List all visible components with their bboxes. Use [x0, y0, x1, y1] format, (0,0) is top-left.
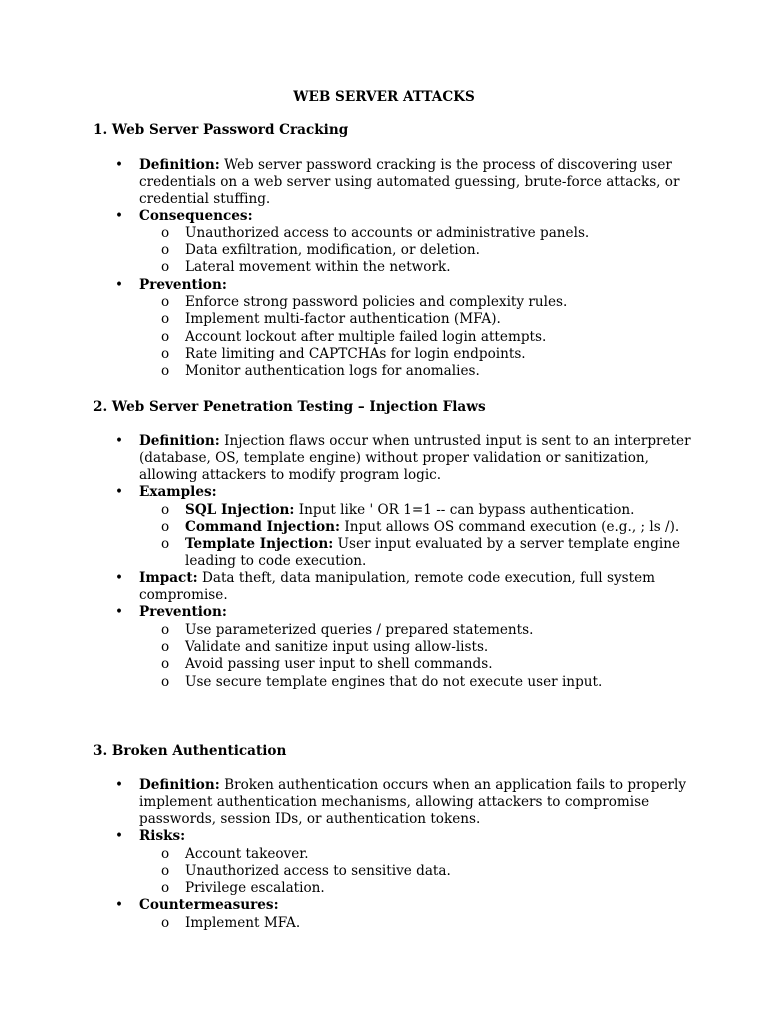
sub-bullet-icon: o	[161, 536, 170, 552]
bullet-icon: •	[115, 277, 124, 293]
list-item: Enforce strong password policies and complexity rules.	[185, 294, 568, 310]
definition-line: Definition: Injection flaws occur when untrusted input is sent to an interpreter	[139, 433, 691, 449]
sub-bullet-icon: o	[161, 846, 170, 862]
list-label: Countermeasures:	[139, 897, 279, 913]
impact-line: Impact: Data theft, data manipulation, remote code execution, full system	[139, 570, 656, 586]
sub-bullet-icon: o	[161, 622, 170, 638]
sub-bullet-icon: o	[161, 656, 170, 672]
list-item: Implement multi-factor authentication (MFA).	[185, 311, 501, 327]
list-item: Use parameterized queries / prepared statements.	[185, 622, 534, 638]
bullet-icon: •	[115, 604, 124, 620]
list-item: Privilege escalation.	[185, 880, 325, 896]
list-label: Examples:	[139, 484, 217, 500]
list-item: Implement MFA.	[185, 915, 301, 931]
list-item: Account takeover.	[185, 846, 309, 862]
list-item: SQL Injection: Input like ' OR 1=1 -- can bypass authentication.	[185, 502, 635, 518]
definition-line: credential stuffing.	[139, 191, 271, 207]
list-label: Prevention:	[139, 277, 227, 293]
bullet-icon: •	[115, 157, 124, 173]
list-item: Unauthorized access to sensitive data.	[185, 863, 451, 879]
sub-bullet-icon: o	[161, 294, 170, 310]
list-item: Rate limiting and CAPTCHAs for login endpoints.	[185, 346, 526, 362]
definition-line: allowing attackers to modify program logic.	[139, 467, 442, 483]
sub-bullet-icon: o	[161, 311, 170, 327]
section-heading: 3. Broken Authentication	[93, 743, 287, 759]
sub-bullet-icon: o	[161, 242, 170, 258]
list-item: Lateral movement within the network.	[185, 259, 451, 275]
impact-line: compromise.	[139, 587, 228, 603]
sub-bullet-icon: o	[161, 502, 170, 518]
definition-line: Definition: Broken authentication occurs when an application fails to properly	[139, 777, 687, 793]
bullet-icon: •	[115, 897, 124, 913]
definition-line: credentials on a web server using automated guessing, brute-force attacks, or	[139, 174, 680, 190]
list-item: Account lockout after multiple failed login attempts.	[185, 329, 547, 345]
section-heading: 2. Web Server Penetration Testing – Injection Flaws	[93, 399, 486, 415]
sub-bullet-icon: o	[161, 346, 170, 362]
list-item: Command Injection: Input allows OS command execution (e.g., ; ls /).	[185, 519, 680, 535]
list-label: Prevention:	[139, 604, 227, 620]
sub-bullet-icon: o	[161, 329, 170, 345]
bullet-icon: •	[115, 208, 124, 224]
definition-line: (database, OS, template engine) without proper validation or sanitization,	[139, 450, 649, 466]
definition-line: implement authentication mechanisms, allowing attackers to compromise	[139, 794, 650, 810]
list-item: Monitor authentication logs for anomalies.	[185, 363, 480, 379]
sub-bullet-icon: o	[161, 259, 170, 275]
bullet-icon: •	[115, 828, 124, 844]
bullet-icon: •	[115, 777, 124, 793]
list-item-continuation: leading to code execution.	[185, 553, 367, 569]
list-label: Consequences:	[139, 208, 253, 224]
sub-bullet-icon: o	[161, 639, 170, 655]
sub-bullet-icon: o	[161, 915, 170, 931]
sub-bullet-icon: o	[161, 225, 170, 241]
list-item: Validate and sanitize input using allow-lists.	[185, 639, 489, 655]
page-title: WEB SERVER ATTACKS	[293, 89, 475, 105]
list-item: Template Injection: User input evaluated by a server template engine	[185, 536, 680, 552]
sub-bullet-icon: o	[161, 880, 170, 896]
sub-bullet-icon: o	[161, 519, 170, 535]
list-item: Unauthorized access to accounts or administrative panels.	[185, 225, 590, 241]
bullet-icon: •	[115, 433, 124, 449]
bullet-icon: •	[115, 570, 124, 586]
sub-bullet-icon: o	[161, 863, 170, 879]
bullet-icon: •	[115, 484, 124, 500]
definition-line: Definition: Web server password cracking is the process of discovering user	[139, 157, 672, 173]
list-item: Use secure template engines that do not execute user input.	[185, 674, 603, 690]
section-heading: 1. Web Server Password Cracking	[93, 122, 349, 138]
list-item: Data exfiltration, modification, or deletion.	[185, 242, 480, 258]
list-label: Risks:	[139, 828, 186, 844]
definition-line: passwords, session IDs, or authentication tokens.	[139, 811, 481, 827]
sub-bullet-icon: o	[161, 674, 170, 690]
list-item: Avoid passing user input to shell commands.	[185, 656, 493, 672]
sub-bullet-icon: o	[161, 363, 170, 379]
